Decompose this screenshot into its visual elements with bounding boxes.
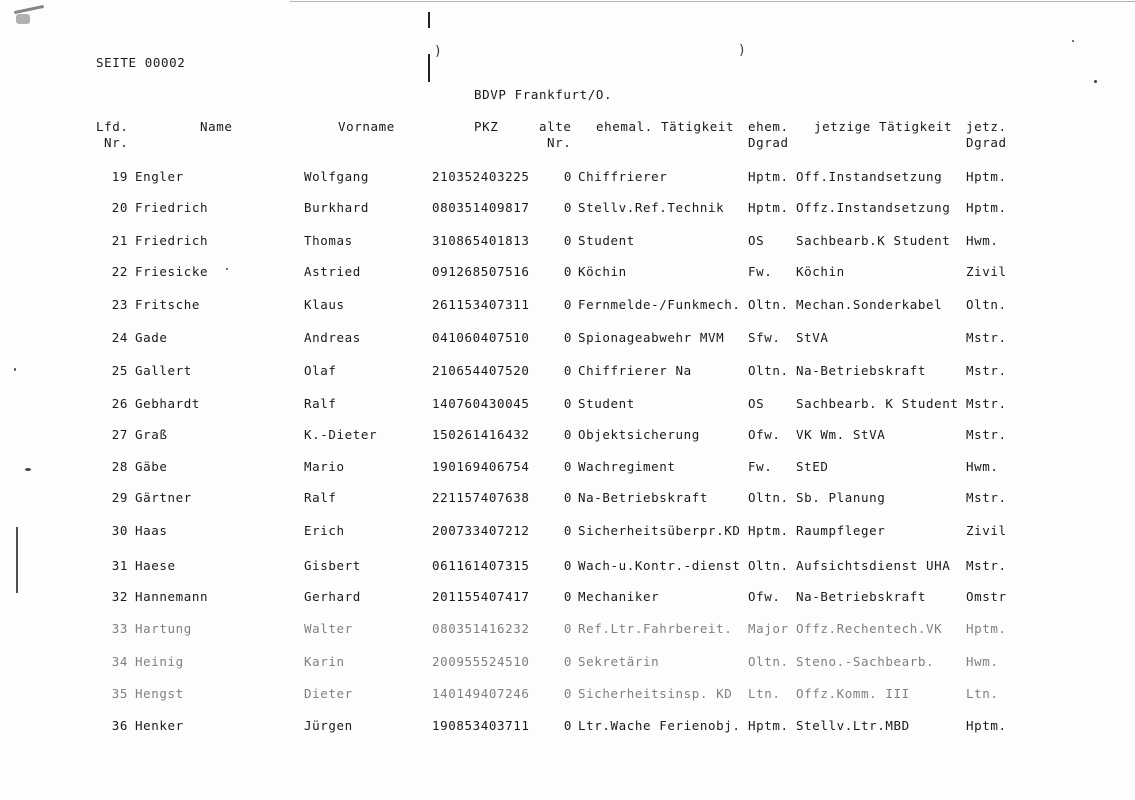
row-number: 26	[111, 396, 128, 411]
current-rank: Hwm.	[966, 654, 999, 669]
pkz-number: 310865401813	[432, 233, 530, 248]
current-rank: Hptm.	[966, 169, 1007, 184]
first-name: Walter	[304, 621, 353, 636]
pkz-number: 190853403711	[432, 718, 530, 733]
header-text: ehem.	[748, 119, 789, 134]
table-row	[0, 363, 1135, 385]
current-activity: Sb. Planung	[796, 490, 886, 505]
former-activity: Student	[578, 396, 635, 411]
surname: Hartung	[135, 621, 192, 636]
current-rank: Mstr.	[966, 558, 1007, 573]
punch-line-top	[428, 12, 430, 28]
current-activity: VK Wm. StVA	[796, 427, 886, 442]
current-activity: Aufsichtsdienst UHA	[796, 558, 951, 573]
bracket-mark: )	[738, 43, 747, 58]
first-name: Astried	[304, 264, 361, 279]
header-ehem-dgrad	[748, 119, 789, 151]
first-name: Gerhard	[304, 589, 361, 604]
current-activity: Offz.Rechentech.VK	[796, 621, 943, 636]
current-activity: Sachbearb.K Student	[796, 233, 951, 248]
former-rank: Ofw.	[748, 427, 781, 442]
speck	[1072, 40, 1074, 42]
office-title: BDVP Frankfurt/O.	[474, 87, 613, 102]
former-activity: Wachregiment	[578, 459, 676, 474]
current-rank: Mstr.	[966, 427, 1007, 442]
first-name: Ralf	[304, 490, 337, 505]
row-number: 31	[111, 558, 128, 573]
former-rank: Fw.	[748, 459, 773, 474]
current-activity: Mechan.Sonderkabel	[796, 297, 943, 312]
pkz-number: 210352403225	[432, 169, 530, 184]
surname: Friesicke	[135, 264, 209, 279]
table-row	[0, 686, 1135, 708]
first-name: Wolfgang	[304, 169, 370, 184]
pkz-number: 261153407311	[432, 297, 530, 312]
old-number: 0	[563, 558, 572, 573]
header-text: alte	[539, 119, 572, 134]
former-rank: OS	[748, 233, 765, 248]
header-text: Nr.	[547, 135, 572, 150]
old-number: 0	[563, 621, 572, 636]
old-number: 0	[563, 264, 572, 279]
header-alte-nr	[539, 119, 572, 151]
old-number: 0	[563, 330, 572, 345]
header-ehemal-taetigkeit	[596, 119, 734, 135]
first-name: Mario	[304, 459, 345, 474]
former-activity: Sekretärin	[578, 654, 660, 669]
surname: Gebhardt	[135, 396, 201, 411]
current-activity: Raumpfleger	[796, 523, 886, 538]
punch-line-mid	[428, 54, 430, 82]
current-rank: Ltn.	[966, 686, 999, 701]
current-activity: StED	[796, 459, 829, 474]
row-number: 36	[111, 718, 128, 733]
current-activity: Offz.Instandsetzung	[796, 200, 951, 215]
speck	[1094, 80, 1097, 83]
first-name: Gisbert	[304, 558, 361, 573]
table-row	[0, 718, 1135, 740]
first-name: Ralf	[304, 396, 337, 411]
surname: Henker	[135, 718, 184, 733]
row-number: 29	[111, 490, 128, 505]
header-text: Lfd.	[96, 119, 129, 134]
row-number: 30	[111, 523, 128, 538]
table-row	[0, 523, 1135, 545]
current-rank: Mstr.	[966, 363, 1007, 378]
first-name: Karin	[304, 654, 345, 669]
current-rank: Hptm.	[966, 718, 1007, 733]
row-number: 27	[111, 427, 128, 442]
table-row	[0, 427, 1135, 449]
current-rank: Zivil	[966, 523, 1007, 538]
surname: Haese	[135, 558, 176, 573]
pkz-number: 061161407315	[432, 558, 530, 573]
former-rank: Oltn.	[748, 363, 789, 378]
old-number: 0	[563, 200, 572, 215]
table-row	[0, 558, 1135, 580]
table-row	[0, 621, 1135, 643]
current-activity: Sachbearb. K Student	[796, 396, 959, 411]
table-row	[0, 396, 1135, 418]
old-number: 0	[563, 363, 572, 378]
row-number: 20	[111, 200, 128, 215]
header-vorname	[338, 119, 395, 135]
pkz-number: 091268507516	[432, 264, 530, 279]
current-rank: Oltn.	[966, 297, 1007, 312]
old-number: 0	[563, 589, 572, 604]
current-rank: Zivil	[966, 264, 1007, 279]
pkz-number: 200955524510	[432, 654, 530, 669]
header-text: jetzige Tätigkeit	[814, 119, 953, 134]
old-number: 0	[563, 427, 572, 442]
header-lfd-nr	[96, 119, 129, 151]
first-name: Andreas	[304, 330, 361, 345]
old-number: 0	[563, 169, 572, 184]
first-name: Jürgen	[304, 718, 353, 733]
row-number: 25	[111, 363, 128, 378]
surname: Gade	[135, 330, 168, 345]
page-number: SEITE 00002	[96, 55, 186, 70]
former-activity: Chiffrierer Na	[578, 363, 692, 378]
former-activity: Spionageabwehr MVM	[578, 330, 725, 345]
surname: Hannemann	[135, 589, 209, 604]
table-row	[0, 264, 1135, 286]
pkz-number: 200733407212	[432, 523, 530, 538]
table-row	[0, 654, 1135, 676]
current-activity: Steno.-Sachbearb.	[796, 654, 935, 669]
current-activity: StVA	[796, 330, 829, 345]
former-activity: Köchin	[578, 264, 627, 279]
former-rank: Ltn.	[748, 686, 781, 701]
current-activity: Off.Instandsetzung	[796, 169, 943, 184]
first-name: Olaf	[304, 363, 337, 378]
old-number: 0	[563, 233, 572, 248]
old-number: 0	[563, 459, 572, 474]
pkz-number: 140149407246	[432, 686, 530, 701]
pkz-number: 190169406754	[432, 459, 530, 474]
current-activity: Offz.Komm. III	[796, 686, 910, 701]
header-jetz-dgrad	[966, 119, 1007, 151]
former-activity: Student	[578, 233, 635, 248]
row-number: 35	[111, 686, 128, 701]
pkz-number: 221157407638	[432, 490, 530, 505]
row-number: 28	[111, 459, 128, 474]
current-activity: Na-Betriebskraft	[796, 363, 927, 378]
pkz-number: 140760430045	[432, 396, 530, 411]
pkz-number: 080351409817	[432, 200, 530, 215]
table-row	[0, 200, 1135, 222]
table-row	[0, 490, 1135, 512]
row-number: 22	[111, 264, 128, 279]
current-rank: Mstr.	[966, 490, 1007, 505]
table-row	[0, 589, 1135, 611]
header-pkz	[474, 119, 498, 135]
former-rank: Hptm.	[748, 200, 789, 215]
former-activity: Chiffrierer	[578, 169, 668, 184]
former-rank: Oltn.	[748, 490, 789, 505]
former-activity: Stellv.Ref.Technik	[578, 200, 725, 215]
first-name: Dieter	[304, 686, 353, 701]
header-text: Dgrad	[748, 135, 789, 150]
row-number: 34	[111, 654, 128, 669]
pkz-number: 201155407417	[432, 589, 530, 604]
current-rank: Hptm.	[966, 200, 1007, 215]
former-activity: Na-Betriebskraft	[578, 490, 709, 505]
first-name: K.-Dieter	[304, 427, 378, 442]
current-activity: Stellv.Ltr.MBD	[796, 718, 910, 733]
table-row	[0, 169, 1135, 191]
first-name: Klaus	[304, 297, 345, 312]
surname: Friedrich	[135, 233, 209, 248]
first-name: Burkhard	[304, 200, 370, 215]
current-rank: Omstr	[966, 589, 1007, 604]
header-text: ehemal. Tätigkeit	[596, 119, 735, 134]
table-row	[0, 233, 1135, 255]
former-rank: Ofw.	[748, 589, 781, 604]
former-rank: Fw.	[748, 264, 773, 279]
surname: Haas	[135, 523, 168, 538]
surname: Hengst	[135, 686, 184, 701]
scan-artifact-top-left-2	[16, 14, 30, 24]
row-number: 24	[111, 330, 128, 345]
surname: Friedrich	[135, 200, 209, 215]
old-number: 0	[563, 297, 572, 312]
current-rank: Hwm.	[966, 459, 999, 474]
surname: Graß	[135, 427, 168, 442]
header-text: Dgrad	[966, 135, 1007, 150]
surname: Heinig	[135, 654, 184, 669]
former-activity: Sicherheitsinsp. KD	[578, 686, 733, 701]
surname: Gärtner	[135, 490, 192, 505]
pkz-number: 041060407510	[432, 330, 530, 345]
current-activity: Na-Betriebskraft	[796, 589, 927, 604]
former-rank: Sfw.	[748, 330, 781, 345]
current-rank: Hwm.	[966, 233, 999, 248]
former-rank: Hptm.	[748, 523, 789, 538]
former-rank: Major	[748, 621, 789, 636]
former-rank: Hptm.	[748, 169, 789, 184]
first-name: Erich	[304, 523, 345, 538]
table-row	[0, 330, 1135, 352]
surname: Engler	[135, 169, 184, 184]
old-number: 0	[563, 654, 572, 669]
surname: Gäbe	[135, 459, 168, 474]
old-number: 0	[563, 686, 572, 701]
current-activity: Köchin	[796, 264, 845, 279]
header-text: Nr.	[104, 135, 129, 150]
former-activity: Objektsicherung	[578, 427, 700, 442]
old-number: 0	[563, 396, 572, 411]
old-number: 0	[563, 718, 572, 733]
header-text: PKZ	[474, 119, 499, 134]
table-row	[0, 459, 1135, 481]
bracket-mark: )	[434, 44, 443, 59]
former-rank: Hptm.	[748, 718, 789, 733]
former-rank: Oltn.	[748, 297, 789, 312]
former-activity: Ltr.Wache Ferienobj.	[578, 718, 741, 733]
header-name	[200, 119, 233, 135]
header-jetzige-taetigkeit	[814, 119, 952, 135]
former-activity: Ref.Ltr.Fahrbereit.	[578, 621, 733, 636]
row-number: 23	[111, 297, 128, 312]
first-name: Thomas	[304, 233, 353, 248]
pkz-number: 150261416432	[432, 427, 530, 442]
row-number: 19	[111, 169, 128, 184]
header-text: jetz.	[966, 119, 1007, 134]
former-activity: Mechaniker	[578, 589, 660, 604]
former-rank: Oltn.	[748, 558, 789, 573]
row-number: 33	[111, 621, 128, 636]
former-activity: Fernmelde-/Funkmech.	[578, 297, 741, 312]
former-activity: Wach-u.Kontr.-dienst	[578, 558, 741, 573]
old-number: 0	[563, 523, 572, 538]
former-activity: Sicherheitsüberpr.KD	[578, 523, 741, 538]
surname: Fritsche	[135, 297, 201, 312]
pkz-number: 080351416232	[432, 621, 530, 636]
table-row	[0, 297, 1135, 319]
old-number: 0	[563, 490, 572, 505]
current-rank: Hptm.	[966, 621, 1007, 636]
header-text: Vorname	[338, 119, 395, 134]
former-rank: OS	[748, 396, 765, 411]
row-number: 21	[111, 233, 128, 248]
current-rank: Mstr.	[966, 330, 1007, 345]
top-edge-line	[290, 1, 1135, 2]
surname: Gallert	[135, 363, 192, 378]
header-text: Name	[200, 119, 233, 134]
former-rank: Oltn.	[748, 654, 789, 669]
row-number: 32	[111, 589, 128, 604]
pkz-number: 210654407520	[432, 363, 530, 378]
current-rank: Mstr.	[966, 396, 1007, 411]
scan-artifact-top-left	[14, 5, 44, 14]
